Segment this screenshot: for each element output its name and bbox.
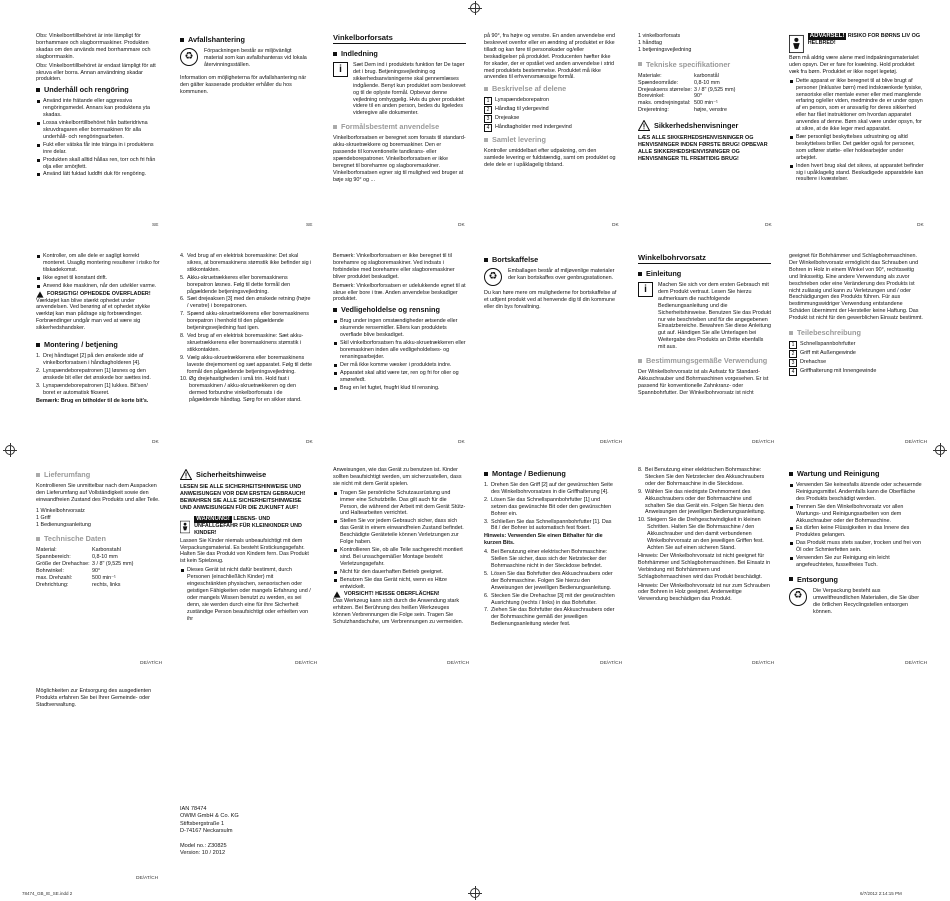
r3c4-column	[484, 467, 617, 629]
list-item: Apparatet skal altid være tør, ren og fri for olier og smørefedt.	[333, 370, 466, 384]
part-item: 2 Griff mit Außengewinde	[789, 350, 924, 358]
page-footer: DE/AT/CH	[295, 661, 318, 666]
section-heading: Vedligeholdelse og rensning	[333, 305, 466, 314]
paragraph: Værktøjet kan blive stærkt ophedet under anvendelsen. Ved berøring af et ophedet stykke værktøj kan man pådrage sig forbrændinger. Forbrændinger undgår man ved at være sig sikkerhedshandsker.	[36, 297, 151, 332]
recycle-block	[789, 588, 924, 618]
warning-badge: WARNUNG!	[196, 515, 230, 522]
step-item: 4. Ved brug af en elektrisk boremaskine: Det skal sikres, at boremaskinens stømstik ikke befinder sig i stikkontakten.	[180, 253, 312, 273]
caution-heading: FORSIGTIG! OPHEDEDE OVERFLADER!	[36, 291, 160, 298]
step-item: 7. Ziehen Sie das Bohrfutter des Akkuschraubers oder der Bohrmaschine gemäß der jeweiligen Bedienungsanleitung wieder fest.	[484, 607, 615, 628]
step-item: 6. Sæt drejeaksen [3] med den ønskede retning (højre / venstre) i borepatronen.	[180, 296, 311, 310]
page-footer: DE/AT/CH	[600, 661, 623, 666]
company-street: Stiftsbergstraße 1	[180, 820, 225, 827]
page-footer: SE	[152, 223, 159, 228]
list-item: 1 håndtag	[638, 39, 662, 46]
product-title: Vinkelborforsats	[333, 33, 466, 44]
list-item: Kontroller, om alle dele er sagligt korrekt monteret. Usaglig montering resulterer i risiko for tilskadekomst.	[36, 253, 160, 274]
warning-badge: ADVARSEL!	[809, 33, 845, 39]
part-item: 3 Drejeakse	[484, 115, 617, 123]
spec-row: maks. omdrejningstal: 500 min⁻¹	[638, 100, 718, 107]
r3c6-column	[789, 467, 924, 618]
paragraph: Die Verpackung besteht aus umweltfreundlichen Materialien, die Sie über die örtlichen Recyclingstellen entsorgen können.	[813, 587, 920, 615]
part-item: 3 Drehachse	[789, 359, 924, 367]
section-heading: Sicherheitshinweise	[180, 469, 312, 480]
model-number: Model no.: Z30825	[180, 842, 227, 849]
version: Version: 10 / 2012	[180, 850, 226, 857]
page-footer: DE/AT/CH	[136, 876, 159, 881]
r2c2-column	[180, 253, 312, 405]
list-item: 1 Winkelbohrvorsatz	[36, 507, 85, 514]
page-footer: DK	[917, 223, 924, 228]
recycle-icon: ♻	[789, 588, 807, 606]
section-heading: Montering / betjening	[36, 340, 160, 349]
section-heading: Indledning	[333, 49, 466, 58]
spec-row: Größe der Drehachse: 3 / 8" (9,525 mm)	[36, 561, 134, 568]
info-icon: i	[638, 282, 653, 297]
section-heading: Montage / Bedienung	[484, 469, 617, 478]
list-item: 1 vinkelborforsats	[638, 33, 681, 39]
list-item: 1 Bedienungsanleitung	[36, 521, 91, 528]
page-footer: DE/AT/CH	[752, 440, 775, 445]
section-heading: Einleitung	[638, 269, 771, 278]
print-slug-left: 78474_GB_IE_SE.indd 2	[22, 891, 73, 896]
section-heading: Formålsbestemt anvendelse	[333, 122, 466, 131]
page-footer: DE/AT/CH	[600, 440, 623, 445]
part-item: 4 Griffhalterung mit Innengewinde	[789, 368, 924, 376]
section-heading: Underhåll och rengöring	[36, 85, 156, 94]
recycle-icon: ♻	[484, 268, 502, 286]
recycle-block	[484, 268, 617, 286]
spec-row: Borevinkel: 90°	[638, 93, 703, 100]
info-block	[638, 282, 771, 353]
r4c1-column	[36, 688, 160, 711]
part-item: 1 Lynspændeborepatron	[484, 97, 617, 105]
list-item: Verwenden Sie zur Reinigung ein leicht angefeuchtetes, fusselfreies Tuch.	[789, 555, 924, 569]
info-block	[333, 62, 466, 119]
note: Bemærk: Vinkelborforsatsen er ikke beregnet til til borehamre og slagboremaskiner. Ved indsats i forbindelse med borehamre eller slagboremaskiner bliver produktet beskadiget.	[333, 253, 455, 280]
warning-title: RISIKO FOR BØRNS LIV OG HELBRED!	[807, 33, 921, 46]
paragraph: Emballagen består af miljøvenlige materialer der kan bortskaffes over genbrugsstationen.	[508, 268, 615, 281]
r2c3-column	[333, 253, 466, 392]
r2c1-column	[36, 253, 160, 406]
r3c3-column	[333, 467, 466, 628]
part-item: 2 Håndtag til ydergevind	[484, 106, 617, 114]
print-slug-right: 6/7/2012 2:14:15 PM	[860, 891, 902, 896]
list-item: Das Produkt muss stets sauber, trocken und frei von Öl oder Schmierfetten sein.	[789, 540, 924, 554]
warning-icon	[638, 120, 650, 131]
r2c6-column	[789, 253, 924, 377]
step-item: 9. Vælg akku-skruetrækkerens eller boremaskinens laveste drejemoment og sæt apparatet. Følg til dette formål den pågældende betjeningsvejledning.	[180, 354, 312, 375]
paragraph: Förpackningen består av miljövänligt material som kan avfallshanteras vid lokala återvinningsställen.	[204, 48, 307, 68]
section-heading: Technische Daten	[36, 534, 160, 543]
step-item: 10. Steigern Sie die Drehgeschwindigkeit in kleinen Schritten. Halten Sie die Bohrmaschine / den Akkuschrauber und den damit verbundenen Winkelbohrvorsatz an den jeweiligen Griffen fest. Achten Sie auf einen sicheren Stand.	[638, 517, 764, 551]
list-item: Der må ikke komme væsker i produktets indre.	[333, 362, 466, 369]
registration-mark-bottom	[470, 888, 480, 898]
spec-row: max. Drehzahl: 500 min⁻¹	[36, 575, 116, 582]
list-item: Produkten skall alltid hållas ren, torr och fri från olja eller smörjfett.	[36, 157, 156, 171]
r2c4-column	[484, 253, 617, 313]
list-item: Använd inte frätande eller aggressiva rengöringsmedel. Annars kan produktens yta skadas.	[36, 98, 156, 119]
list-item: Inden hvert brug skal det sikres, at apparatet befinder sig i upåklagelig stand. Beskadigede apparatdele kan resultere i kvæstelser.	[789, 163, 924, 184]
paragraph: Das Werkzeug kann sich durch die Anwendung stark erhitzen. Bei Berührung des heißen Werkzeuges können Verbrennungen die Folge sein. Tragen Sie Schutzhandschuhe, um Verbrennungen zu vermeiden.	[333, 598, 464, 626]
page-footer: SE	[306, 223, 313, 228]
section-heading: Wartung und Reinigung	[789, 469, 924, 478]
step-item: 5. Lösen Sie das Bohrfutter des Akkuschraubers oder der Bohrmaschine. Folgen Sie hierzu den Anweisungen der jeweiligen Bedienungsanleitung.	[484, 570, 613, 591]
page-footer: DK	[612, 223, 619, 228]
company-city: D-74167 Neckarsulm	[180, 828, 233, 835]
warning-block	[789, 33, 924, 55]
list-item: Ikke egnet til konstant drift.	[36, 275, 160, 282]
step-item: 6. Stecken Sie die Drehachse [3] mit der gewünschten Ausrichtung (rechts / links) in das Bohrfutter.	[484, 592, 615, 606]
list-item: Tragen Sie persönliche Schutzausrüstung und immer eine Schutzbrille. Das gilt auch für die Person, die während der Arbeit mit dem Gerät Stütz- und Haltearbeiten verrichtet.	[333, 490, 466, 518]
section-heading: Teilebeschreibung	[789, 328, 924, 337]
page-footer: DK	[152, 440, 159, 445]
child-warning-icon	[789, 33, 804, 55]
warning-icon	[333, 591, 341, 598]
ian-number: IAN 78474	[180, 806, 207, 812]
list-item: 1 Griff	[36, 514, 51, 521]
spec-row: Material: Karbonstahl	[36, 547, 121, 554]
paragraph: Sæt Dem ind i produktets funktion før De tager det i brug. Betjeningsvejledning og sikkerhedsanvisningerne skal gennemlæses indgående. Benyt kun produktet som beskrevet og til de oplyste formål. Opbevar denne vejledning omhyggelig. Hvis du giver produktet videre til en anden person, bedes du ligeledes videregive alle dokumenter.	[353, 62, 466, 117]
list-item: Brug en let fugtet, fnugfri klud til rensning.	[333, 385, 466, 392]
page-footer: DK	[306, 440, 313, 445]
step-item: 8. Bei Benutzung einer elektrischen Bohrmaschine: Stecken Sie den Netzstecker des Akkuschraubers oder der Bohrmaschine in die Steckdose.	[638, 467, 765, 487]
paragraph: Kontroller umiddelbart efter udpakning, om den samlede levering er fuldstændig, samt om produktet og dele dele er i upåklagelig tilstand.	[484, 148, 616, 169]
paragraph: Vinkelborforsatsen er beregnet som forsats til standard-akku-skruetrækkere og boremaskiner. Den er passende til konventionelle tandkrans- eller spændeborepatroner. Vinkelborforsatsen er ikke beregnet til borehamre og slagboremaskiner. Vinkelborforsatsen egner sig til mulighed ved bruger at bøje sig 90° og ...	[333, 135, 466, 183]
step-item: 4. Bei Benutzung einer elektrischen Bohrmaschine: Stellen Sie sicher, dass sich der Netzstecker der Bohrmaschine nicht in der Steckdose befindet.	[484, 549, 608, 569]
list-item: Nicht für den dauerhaften Betrieb geeignet.	[333, 569, 466, 576]
paragraph: geeignet für Bohrhämmer und Schlagbohrmaschinen. Der Winkelbohrvorsatz ermöglicht das Schrauben und Bohren in Holz in einem Winkel von 90°, rechtsseitig und linksseitig. Eine andere Verwendung als zuvor beschrieben oder eine Veränderung des Produkts ist nicht zulässig und kann zu Verletzungen und / oder Beschädigungen des Produkts führen. Für aus bestimmungswidriger Verwendung entstandene Schäden übernimmt der Hersteller keine Haftung. Das Produkt ist nicht für den gewerblichen Einsatz bestimmt.	[789, 253, 923, 322]
page-footer: DE/AT/CH	[140, 661, 163, 666]
list-item: Kontrollieren Sie, ob alle Teile sachgerecht montiert sind. Bei unsachgemäßer Montage besteht Verletzungsgefahr.	[333, 547, 466, 568]
note: Hinweis: Der Winkelbohrvorsatz ist nicht geeignet für Bohrhämmer und Schlagbohrmaschinen. Bei Einsatz in Verbindung mit Bohrhämmern und Schlagbohrmaschinen wird das Produkt beschädigt.	[638, 552, 771, 580]
registration-mark-right	[935, 445, 945, 455]
warning-block	[180, 516, 312, 538]
r1c3-column	[333, 33, 466, 186]
recycle-icon: ♻	[180, 48, 198, 66]
registration-mark-top	[470, 3, 480, 13]
note: Bemærk: Brug en bitholder til de korte bit's.	[36, 397, 149, 404]
page-footer: DK	[458, 440, 465, 445]
page-footer: DE/AT/CH	[752, 661, 775, 666]
list-item: Dieses Gerät ist nicht dafür bestimmt, durch Personen (einschließlich Kinder) mit eingeschränkten physischen, sensorischen oder geistigen Fähigkeiten oder mangels Erfahrung und / oder mangels Wissen benutzt zu werden, es sei denn, sie werden durch eine für ihre Sicherheit zuständige Person beaufsichtigt oder erhielten von ihr	[180, 567, 312, 622]
warning-icon	[180, 469, 192, 480]
step-item: 2. Lösen Sie das Schnellspannbohrfutter [1] und setzen das gewünschte Bit oder den gewünschten Bohrer ein.	[484, 496, 612, 517]
spec-row: Drejeretning: højre, venstre	[638, 107, 727, 114]
paragraph: Børn må aldrig være alene med indpakningsmaterialet uden opsyn. Der er fare for kvælning. Hold produktet væk fra børn. Produktet er ikke noget legetøj.	[789, 55, 919, 75]
section-heading: Sikkerhedshenvisninger	[638, 120, 771, 131]
spec-row: Bohrwinkel: 90°	[36, 568, 101, 575]
page-footer: DE/AT/CH	[447, 661, 470, 666]
section-heading: Bortskaffelse	[484, 255, 617, 264]
paragraph: Lassen Sie Kinder niemals unbeaufsichtigt mit dem Verpackungsmaterial. Es besteht Erstickungsgefahr. Halten Sie das Produkt von Kindern fern. Das Produkt ist kein Spielzeug.	[180, 537, 309, 565]
section-heading: Avfallshantering	[180, 35, 310, 44]
step-item: 7. Spænd akku-skruetrækkerens eller boremaskinens borepatron i henhold til den pågældende betjeningsvejledning fast igen.	[180, 311, 309, 332]
paragraph: LÆS ALLE SIKKERHEDSHENVISNINGER OG HENVISNINGER INDEN FØRSTE BRUG! OPBEVAR ALLE SIKKERHEDSHENVISNINGER OG HENVISNINGER TIL FREMTIDIG BRUG!	[638, 135, 768, 162]
list-item: Trennen Sie den Winkelbohrvorsatz vor allen Wartungs- und Reinigungsarbeiten von dem Akkuschrauber oder der Bohrmaschine.	[789, 504, 924, 525]
step-item: 2. Lynspændeborepatronen [1] løsnes og den ønskede bit eller det ønskede bor sættes ind.	[36, 367, 151, 381]
section-heading: Samlet levering	[484, 135, 617, 144]
paragraph: Du kan høre mere om mulighederne for bortskaffelse af et udtjent produkt ved at henvende dig til din kommune eller din bys forvaltning.	[484, 290, 617, 310]
list-item: Brug under ingen omstændigheder ætsende eller skurrende rensemidler. Ellers kan produktets overflade blive beskadiget.	[333, 318, 466, 339]
list-item: Bær personligt beskyttelses udrustning og altid beskyttelses briller. Det gælder også for personer, som udfører støtte- eller holdearbejder under arbejdet.	[789, 134, 924, 162]
r2c5-column	[638, 253, 771, 399]
step-item: 5. Akku-skruetrækkeres eller boremaskinens borepatron løsnes. Følg til dette formål den pågældende betjeningsvejledning.	[180, 274, 291, 295]
section-heading: Beskrivelse af delene	[484, 84, 617, 93]
paragraph: Information om möjligheterna för avfallshantering när den gälter kasserade produkter erhåller du hos kommunen.	[180, 74, 307, 95]
list-item: Verwenden Sie keinesfalls ätzende oder scheuernde Reinigungsmittel. Andernfalls kann die Oberfläche des Produkts beschädigt werden.	[789, 482, 924, 503]
paragraph: på 90°, fra højre og venstre. En anden anvendelse end beskrevet ovenfor eller en ændring af produktet er ikke tilladt og kan føre til personskader og/eller beskadigelser på produktet. Producenten hæfter ikke for skader, der er opstået ved anden anvendelse i strid med produktets bestemmelse. Produktet må ikke anvendes til erhvervsmæssige formål.	[484, 33, 616, 81]
spec-row: Materiale: karbonstål	[638, 72, 719, 79]
list-item: Dette apparat er ikke beregnet til at blive brugt af personer (inklusive børn) med indskrænkede fysiske, sensoriske eller mentale evner eller med manglende erfaring og/eller viden, medmindre de er under opsyn af en person, som er ansvarlig for deres sikkerhed eller har fået instruktioner om hvordan apparatet anvendes af denne. Børn skal være under opsyn, for at sikre, at de ikke leger med apparatet.	[789, 78, 924, 133]
warning-icon	[36, 291, 44, 298]
section-heading: Lieferumfang	[36, 470, 160, 479]
page-footer: DK	[765, 223, 772, 228]
info-icon: i	[333, 62, 348, 77]
spec-row: Drejeaksens størrelse: 3 / 8" (9,525 mm)	[638, 86, 736, 93]
r1c5-column	[638, 33, 771, 165]
paragraph: Machen Sie sich vor dem ersten Gebrauch mit dem Produkt vertraut. Lesen Sie hierzu aufmerksam die nachfolgende Bedienungsanleitung und die Sicherheitshinweise. Benutzen Sie das Produkt nur wie beschrieben und für die angegebenen Einsatzbereiche. Bewahren Sie diese Anleitung gut auf. Händigen Sie alle Unterlagen bei Weitergabe des Produkts an Dritte ebenfalls mit aus.	[658, 282, 771, 351]
list-item: Fukt eller vätska får inte tränga in i produktens inre delar.	[36, 142, 156, 156]
paragraph: Kontrollieren Sie unmittelbar nach dem Auspacken den Lieferumfang auf Vollständigkeit sowie den einwandfreien Zustand des Produkts und aller Teile.	[36, 483, 160, 503]
list-item: Anvend ikke maskinen, når den udvikler varme.	[36, 283, 160, 290]
step-item: 3. Lynspændeborepatronen [1] lukkes. Bit'sen/ boret er automatisk fikseret.	[36, 382, 148, 396]
page-footer: DK	[458, 223, 465, 228]
r1c2-column	[180, 33, 310, 97]
step-item: 10. Øg drejehastigheden i små trin. Hold fast i boremaskinen / akku-skruetrækkeren og den dermed forbundne vinkelborforsats i de pågældende håndtag. Sørg for en sikker stand.	[180, 376, 302, 404]
spec-row: Spændeområde: 0,8-10 mm	[638, 79, 720, 86]
list-item: 1 betjeningsvejledning	[638, 46, 692, 53]
list-item: Lossa vinkelborrtillbehöret från batteridrivna skruvdragaren eller borrmaskinen för alla underhåll- och rengöringsarbeten.	[36, 120, 156, 141]
r3c1-column	[36, 467, 160, 589]
warning-title: LEBENS- UND UNFALLGEFAHR FÜR KLEINKINDER UND KINDER!	[194, 515, 302, 536]
page-footer: DE/AT/CH	[905, 440, 928, 445]
part-item: 4 Håndtagholder med indergevind	[484, 124, 617, 132]
paragraph: LESEN SIE ALLE SICHERHEITSHINWEISE UND ANWEISUNGEN VOR DEM ERSTEN GEBRAUCH! BEWAHREN SIE ALLE SICHERHEITSHINWEISE UND ANWEISUNGEN FÜR DIE ZUKUNFT AUF!	[180, 484, 306, 511]
list-item: Benutzen Sie das Gerät nicht, wenn es Hitze entwickelt.	[333, 577, 466, 591]
spec-row: Spannbereich: 0,8-10 mm	[36, 554, 118, 561]
note: Hinweis: Der Winkelbohrvorsatz ist nur zum Schrauben oder Bohren in Holz geeignet. Anderweitige Verwendung beschädigen das Produkt.	[638, 582, 770, 603]
paragraph: Möglichkeiten zur Entsorgung des ausgedienten Produkts erfahren Sie bei Ihrer Gemeinde- oder Stadtverwaltung.	[36, 688, 152, 708]
list-item: Stellen Sie vor jedem Gebrauch sicher, dass sich das Gerät in einem einwandfreien Zustand befindet. Beschädigte Geräteteile können Verletzungen zur Folge haben.	[333, 518, 466, 546]
r3c2-column	[180, 467, 312, 624]
r1c4-column	[484, 33, 617, 171]
r1c1-column	[36, 33, 156, 179]
step-item: 3. Schließen Sie das Schnellspannbohrfutter [1]. Das Bit / der Bohrer ist automatisch fest fixiert.	[484, 518, 612, 532]
list-item: Es dürfen keine Flüssigkeiten in das Innere des Produktes gelangen.	[789, 525, 924, 539]
note: Hinweis: Verwenden Sie einen Bithalter für die kurzen Bits.	[484, 533, 603, 547]
obs-note-2: Obs: Vinkelborrtillbehöret är endast lämpligt för att skruva eller borra. Annan användning skadar produkten.	[36, 62, 156, 83]
recycle-block	[180, 48, 310, 71]
step-item: 1. Drehen Sie den Griff [2] auf der gewünschten Seite des Winkelbohrvorsatzes in die Griffhalterung [4].	[484, 482, 613, 495]
obs-note-1: Obs: Vinkelborrtillbehöret är inte lämpligt för borrhammare och slagborrmaskiner. Produkten skadas om den används med borrhammare och slagborrmaskin.	[36, 33, 151, 60]
list-item: Använd lätt fuktad luddfri duk för rengöring.	[36, 171, 156, 178]
child-warning-icon	[180, 516, 190, 538]
paragraph: Anweisungen, wie das Gerät zu benutzen ist. Kinder sollten beaufsichtigt werden, um sicherzustellen, dass sie nicht mit dem Gerät spielen.	[333, 467, 462, 487]
company-name: OWIM GmbH & Co. KG	[180, 813, 239, 820]
list-item: Skil vinkelborforsatsen fra akku-skruetrækkeren eller boremaskinen inden alle vedligeholdelses- og rensningsarbejder.	[333, 340, 466, 361]
note: Bemærk: Vinkelborforsatsen er udelukkende egnet til at skrue eller bore i træ. Anden anvendelse beskadiger produktet.	[333, 282, 466, 303]
r1c6-column	[789, 33, 924, 184]
step-item: 1. Drej håndtaget [2] på den ønskede side af vinkelborforsatsen i håndtagholderen [4].	[36, 353, 144, 366]
part-item: 1 Schnellspannbohrfutter	[789, 341, 924, 349]
r3c5-column	[638, 467, 771, 605]
spec-row: Drehrichtung: rechts, links	[36, 581, 121, 588]
registration-mark-left	[5, 445, 15, 455]
section-heading: Tekniske specifikationer	[638, 60, 771, 69]
caution-heading: VORSICHT! HEISSE OBERFLÄCHEN!	[333, 591, 466, 598]
paragraph: Der Winkelbohrvorsatz ist als Aufsatz für Standard-Akkuschrauber und Bohrmaschinen vorgesehen. Er ist passend für konventionelle Zahnkranz- oder Spannbohrfutter. Der Winkelbohrvorsatz ist nicht	[638, 369, 769, 396]
step-item: 8. Ved brug af en elektrisk boremaskine: Sæt akku-skruetrækkerens eller boremaskinens stømstik i stikkontakten.	[180, 332, 304, 353]
step-item: 9. Wählen Sie das niedrigste Drehmoment des Akkuschraubers oder der Bohrmaschine und schalten Sie das Gerät ein. Folgen Sie hierzu den Anweisungen der jeweiligen Bedienungsanleitung.	[638, 488, 766, 516]
imprint-block	[180, 806, 300, 857]
section-heading: Bestimmungsgemäße Verwendung	[638, 356, 771, 365]
product-title: Winkelbohrvorsatz	[638, 253, 771, 264]
page-footer: DE/AT/CH	[905, 661, 928, 666]
section-heading: Entsorgung	[789, 575, 924, 584]
